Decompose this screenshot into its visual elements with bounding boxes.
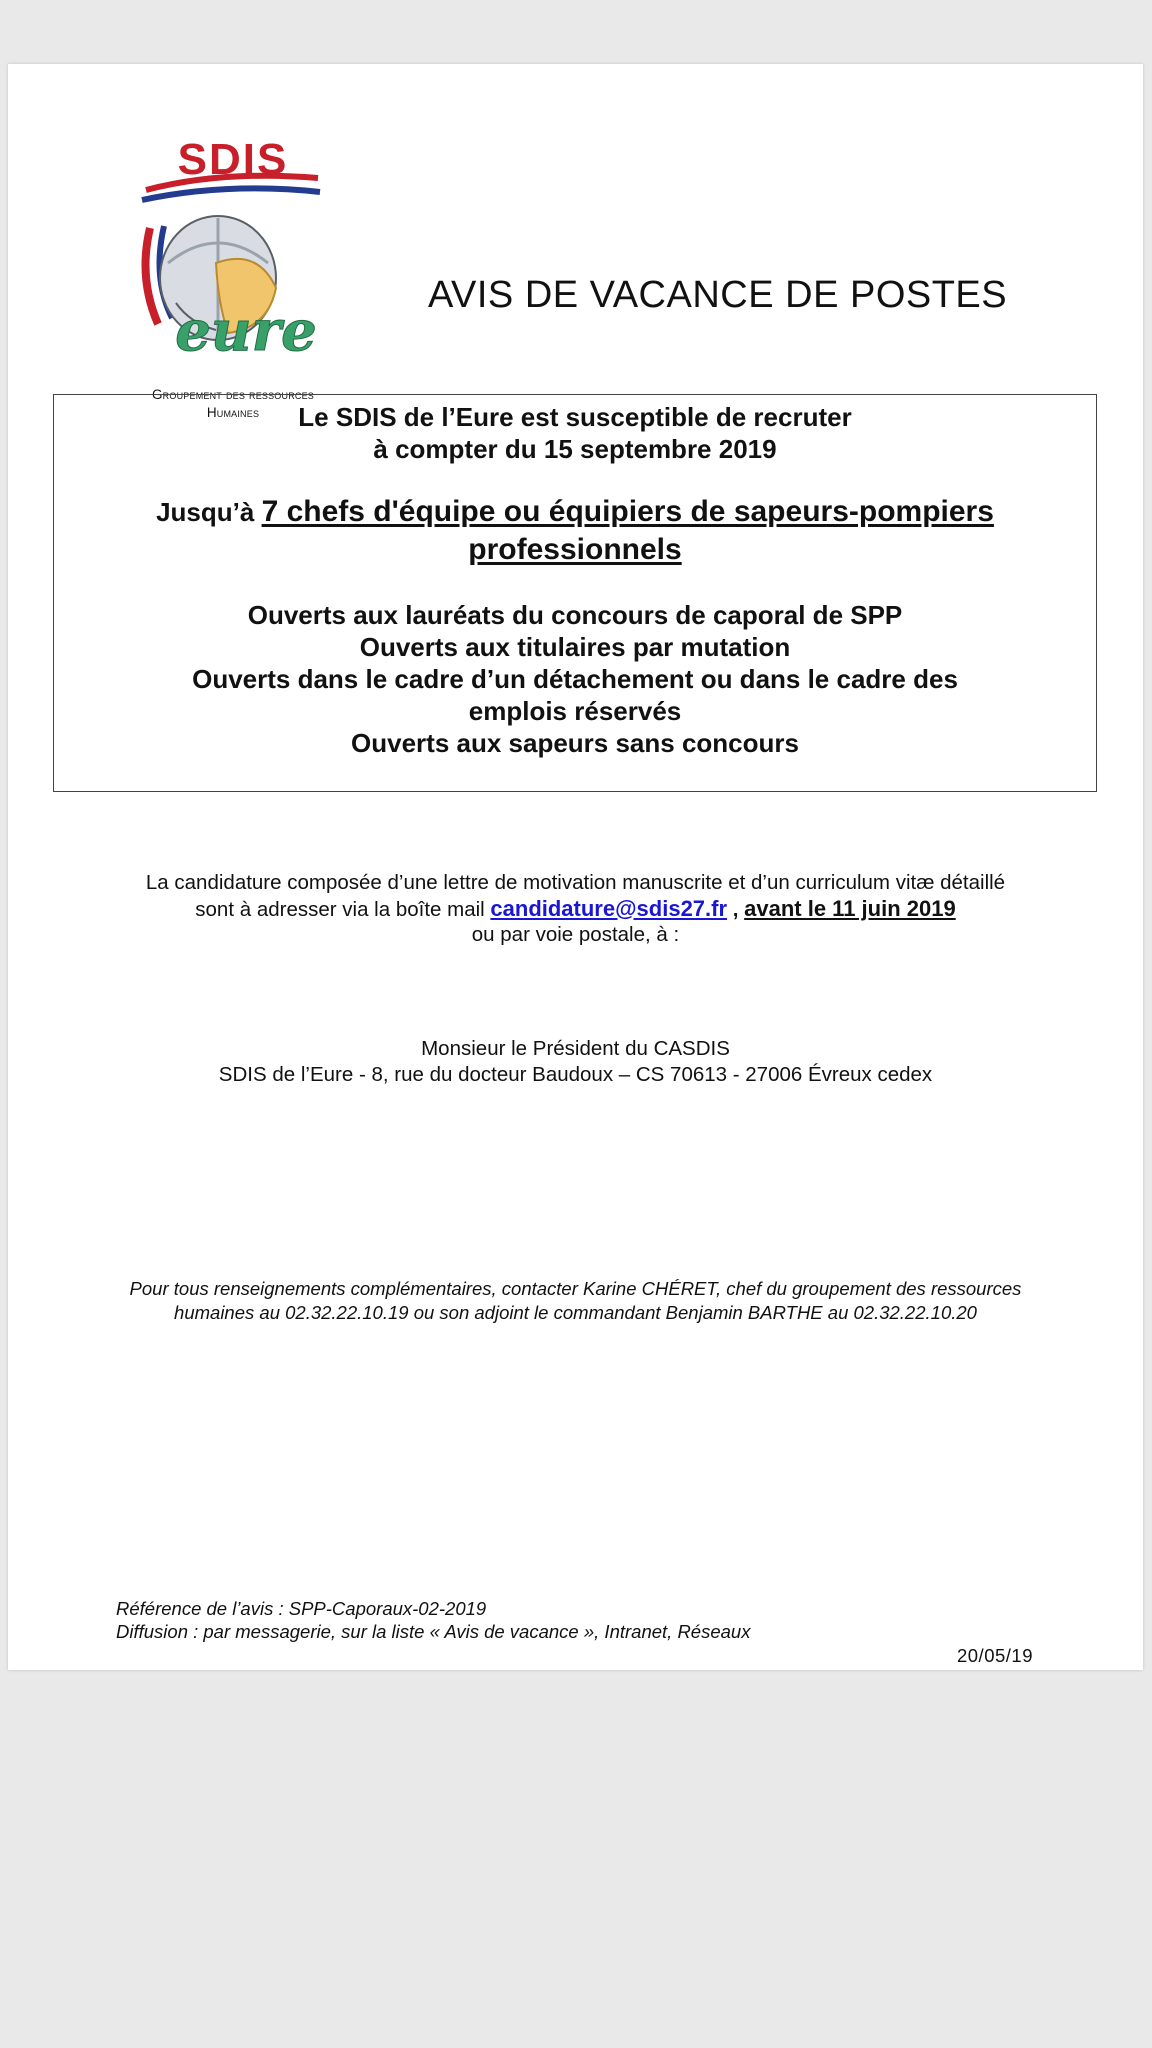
application-line-2-text: sont à adresser via la boîte mail <box>195 897 491 921</box>
application-instructions <box>8 870 1143 948</box>
address-recipient: Monsieur le Président du CASDIS <box>421 1037 730 1060</box>
eligibility-item: Ouverts aux titulaires par mutation <box>359 632 791 662</box>
positions-count-line <box>54 493 1096 569</box>
logo-wordmark-eure: eure <box>175 298 317 364</box>
sdis-helmet-logo-icon <box>128 128 338 378</box>
address-street: SDIS de l’Eure - 8, rue du docteur Baudoux – CS 70613 - 27006 Évreux cedex <box>218 1063 933 1086</box>
separator: , <box>727 897 745 921</box>
footer-reference <box>116 1597 750 1643</box>
candidature-email-link[interactable]: candidature@sdis27.fr <box>490 895 728 921</box>
application-line-1: La candidature composée d’une lettre de motivation manuscrite et d’un curriculum vitæ détaillé <box>145 871 1006 894</box>
contact-info: Pour tous renseignements complémentaires, contacter Karine CHÉRET, chef du groupement des ressources humaines au 02.32.22.10.19 ou son adjoint le commandant Benjamin BARTHE au 02.32.22.10.20 <box>129 1278 1022 1323</box>
logo-caption-line1: Groupement des ressources <box>151 387 315 402</box>
intro-line-2: à compter du 15 septembre 2019 <box>373 434 777 464</box>
logo-wordmark-sdis: SDIS <box>177 135 289 184</box>
document-date: 20/05/19 <box>956 1645 1033 1666</box>
page-title: AVIS DE VACANCE DE POSTES <box>428 274 1008 316</box>
diffusion-line: Diffusion : par messagerie, sur la liste « Avis de vacance », Intranet, Réseaux <box>116 1621 751 1642</box>
logo-caption-line2: Humaines <box>206 405 260 420</box>
application-line-2 <box>8 896 1143 923</box>
vacancy-notice-box <box>53 394 1097 792</box>
positions-highlight: 7 chefs d'équipe ou équipiers de sapeurs-pompiers professionnels <box>261 495 994 566</box>
reference-line: Référence de l’avis : SPP-Caporaux-02-2019 <box>116 1598 487 1619</box>
positions-prefix: Jusqu’à <box>156 497 262 527</box>
eligibility-item: Ouverts aux lauréats du concours de caporal de SPP <box>247 600 903 630</box>
eligibility-item: Ouverts aux sapeurs sans concours <box>351 728 799 758</box>
postal-address <box>8 1036 1143 1088</box>
application-deadline: avant le 11 juin 2019 <box>744 895 956 921</box>
sdis-eure-logo <box>128 128 338 420</box>
intro-line-1: Le SDIS de l’Eure est susceptible de recruter <box>298 402 852 432</box>
document-page <box>8 64 1143 1670</box>
eligibility-list <box>54 599 1096 759</box>
application-line-3: ou par voie postale, à : <box>471 923 680 946</box>
eligibility-item: Ouverts dans le cadre d’un détachement ou dans le cadre des emplois réservés <box>192 664 958 726</box>
